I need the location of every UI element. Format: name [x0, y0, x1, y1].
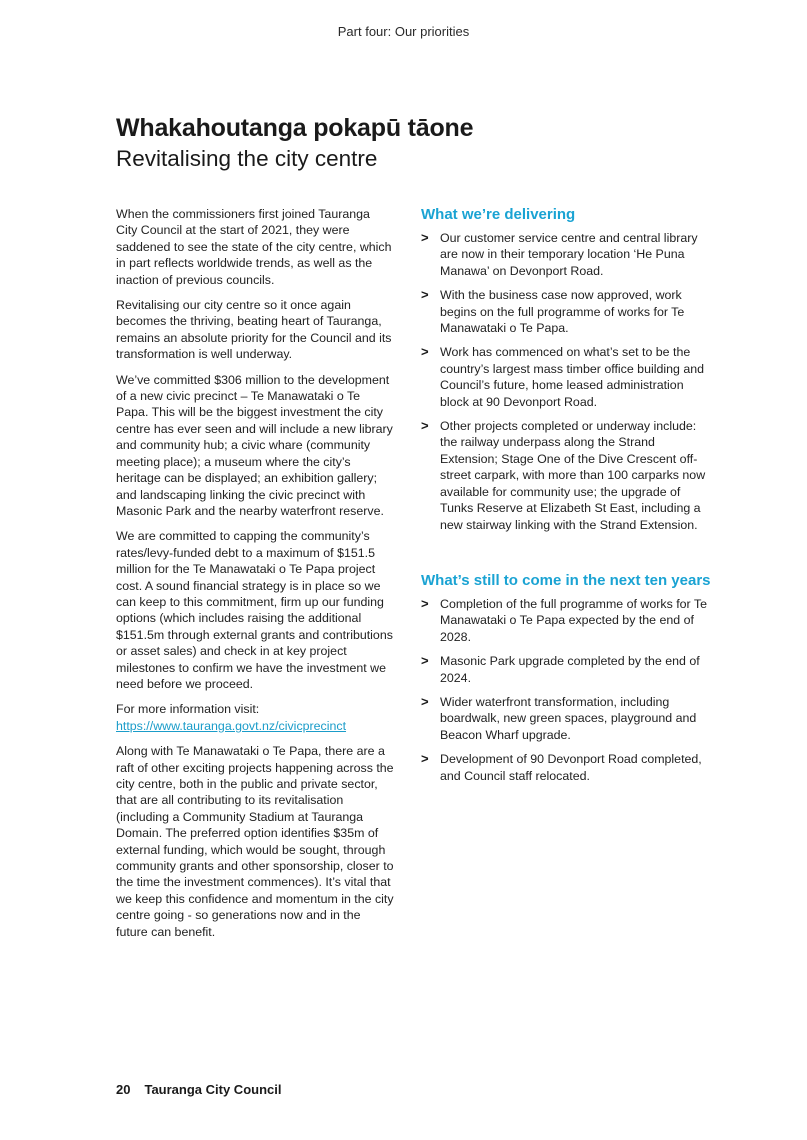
paragraph-1: When the commissioners first joined Tauranga City Council at the start of 2021, they were saddened to see the state of the city centre, which in part reflects worldwide trends, as well as the inaction of previous councils. [116, 207, 392, 287]
chevron-right-icon: > [421, 344, 429, 360]
footer-organisation: Tauranga City Council [144, 1082, 282, 1097]
delivering-list [421, 230, 711, 533]
left-column [116, 206, 394, 949]
civic-precinct-link[interactable]: https://www.tauranga.govt.nz/civicprecinct [116, 718, 347, 733]
list-item [421, 287, 711, 336]
paragraph-2: Revitalising our city centre so it once again becomes the thriving, beating heart of Tauranga, remains an absolute priority for the Council and its transformation is well underway. [116, 298, 392, 362]
list-item-text: With the business case now approved, work begins on the full programme of works for Te Manawataki o Te Papa. [440, 288, 685, 336]
list-item [421, 751, 711, 784]
list-item [421, 230, 711, 279]
chevron-right-icon: > [421, 693, 429, 709]
paragraph-4: We are committed to capping the community’s rates/levy-funded debt to a maximum of $151.5 million for the Te Manawataki o Te Papa project cost. A sound financial strategy is in place so we can keep to this commitment, firm up our funding options (which includes raising the additional $151.5m through external grants and contributions or asset sales) and check in at key project milestones to confirm we have the investment we need before we proceed. [116, 529, 393, 691]
chevron-right-icon: > [421, 595, 429, 611]
page-title-english: Revitalising the city centre [116, 146, 378, 171]
list-item-text: Completion of the full programme of works for Te Manawataki o Te Papa expected by the end of 2028. [440, 596, 707, 644]
to-come-list [421, 596, 711, 784]
list-item-text: Wider waterfront transformation, including boardwalk, new green spaces, playground and Beacon Wharf upgrade. [440, 694, 697, 742]
page-number: 20 [116, 1082, 131, 1097]
page-title-maori: Whakahoutanga pokapū tāone [116, 114, 474, 142]
paragraph-6: Along with Te Manawataki o Te Papa, there are a raft of other exciting projects happening across the city centre, both in the public and private sector, that are all contributing to its revitalisation (including a Community Stadium at Tauranga Domain. The preferred option identifies $35m of external funding, which would be sought, through community grants and other sponsorship, closer to the time the investment commences). It’s vital that we keep this confidence and momentum in the city centre going - so generations now and in the future can benefit. [116, 744, 394, 939]
chevron-right-icon: > [421, 287, 429, 303]
paragraph-5 [116, 701, 394, 734]
list-item [421, 596, 711, 645]
chevron-right-icon: > [421, 230, 429, 245]
more-info-label: For more information visit: [116, 702, 260, 717]
chevron-right-icon: > [421, 751, 429, 767]
list-item [421, 418, 711, 533]
to-come-heading: What’s still to come in the next ten years [421, 571, 711, 589]
page-title-block [116, 113, 736, 174]
list-item-text: Work has commenced on what’s set to be the country’s largest mass timber office building and Council’s future, home leased administration block at 90 Devonport Road. [440, 345, 705, 409]
page-footer [116, 1082, 281, 1097]
list-item-text: Our customer service centre and central library are now in their temporary location ‘He Puna Manawa’ on Devonport Road. [440, 231, 698, 278]
list-item [421, 694, 711, 743]
list-item-text: Development of 90 Devonport Road completed, and Council staff relocated. [440, 752, 702, 783]
chevron-right-icon: > [421, 418, 429, 434]
delivering-heading: What we’re delivering [421, 206, 576, 223]
right-column [421, 205, 711, 792]
paragraph-3: We’ve committed $306 million to the development of a new civic precinct – Te Manawataki o Te Papa. This will be the biggest investment the city centre has ever seen and will include a new library and community hub; a civic whare (community meeting place); a museum where the city’s heritage can be displayed; an exhibition gallery; and landscaping linking the civic precinct with Masonic Park and the nearby waterfront reserve. [116, 372, 393, 518]
chevron-right-icon: > [421, 653, 429, 669]
running-header: Part four: Our priorities [337, 24, 470, 39]
list-item-text: Other projects completed or underway include: the railway underpass along the Strand Extension; Stage One of the Dive Crescent off-street carpark, with more than 100 carparks now available for community use; the upgrade of Tunks Reserve at Elizabeth St East, including a new stairway linking with the Strand Extension. [440, 419, 706, 532]
list-item [421, 653, 711, 686]
list-item-text: Masonic Park upgrade completed by the end of 2024. [440, 654, 700, 685]
list-item [421, 344, 711, 410]
